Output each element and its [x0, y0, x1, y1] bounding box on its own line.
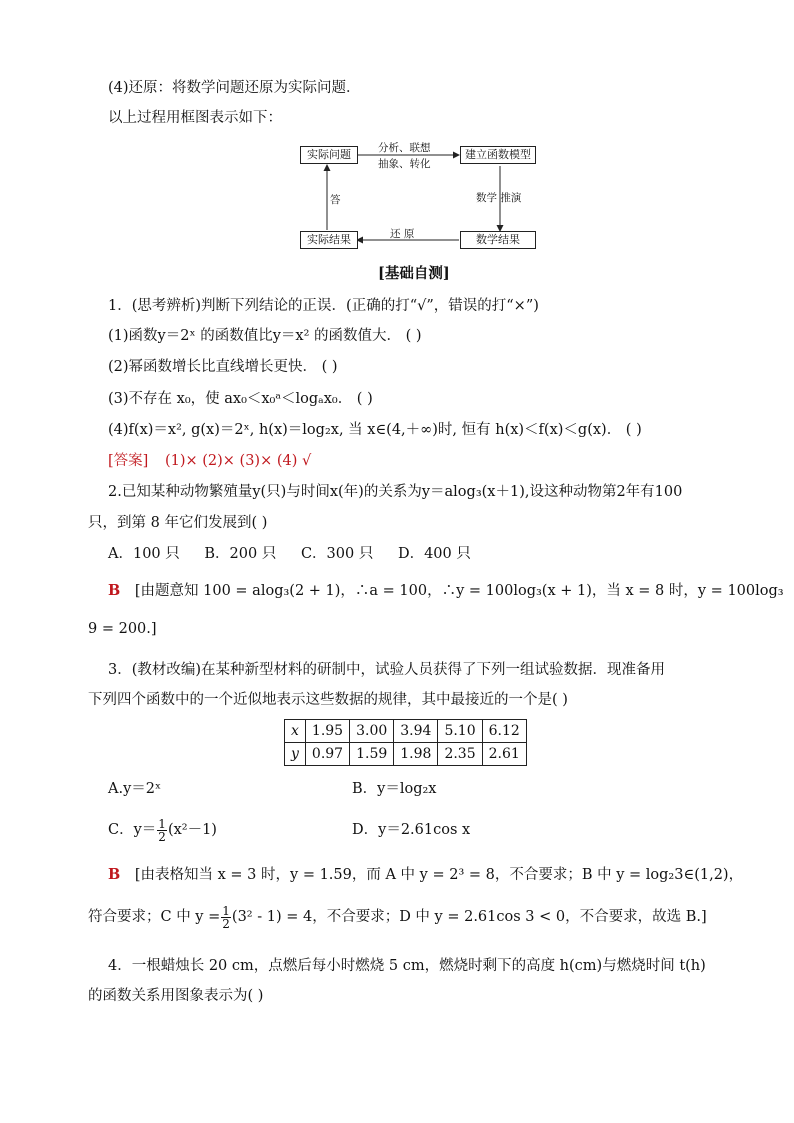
fraction-denominator: 2	[222, 916, 230, 931]
q2-stem-1: 2.已知某种动物繁殖量y(只)与时间x(年)的关系为y＝alog₃(x＋1),设这种动物第2年有100	[108, 484, 683, 500]
q1-item-4: (4)f(x)＝x², g(x)＝2ˣ, h(x)＝log₂x, 当 x∈(4,＋∞)时, 恒有 h(x)＜f(x)＜g(x)． ( )	[108, 422, 642, 438]
q3-option-a: A.y＝2ˣ	[108, 781, 162, 797]
label-deduce: 数学 推演	[476, 192, 522, 204]
q3-solution-text: [由表格知当 x = 3 时，y = 1.59，而 A 中 y = 2³ = 8，不合要求；B 中 y = log₂3∈(1,2)，	[134, 867, 744, 883]
q2-solution-2: 9 = 200.]	[88, 621, 157, 637]
table-cell: 6.12	[482, 720, 526, 743]
q3-stem-2: 下列四个函数中的一个近似地表示这些数据的规律，其中最接近的一个是( )	[88, 692, 568, 708]
q2-options	[108, 544, 471, 564]
q2-option-b: B．200 只	[204, 546, 277, 562]
q3-solution-2-pre: 符合要求；C 中 y =	[88, 909, 221, 925]
label-abstract: 抽象、转化	[378, 158, 431, 170]
table-cell: 2.61	[482, 743, 526, 766]
table-cell: x	[285, 720, 306, 743]
q2-solution-text: [由题意知 100 = alog₃(2 + 1)，∴a = 100，∴y = 100log₃(x + 1)，当 x = 8 时，y = 100log₃	[134, 583, 784, 599]
table-cell: 5.10	[438, 720, 482, 743]
q1-item-2: (2)幂函数增长比直线增长更快． ( )	[108, 359, 338, 375]
intro-line-2: 以上过程用框图表示如下：	[108, 110, 282, 126]
q2-option-d: D．400 只	[397, 546, 471, 562]
table-row	[285, 743, 527, 766]
table-row	[285, 720, 527, 743]
q3-solution-fraction	[221, 905, 231, 930]
section-title: [基础自测]	[378, 265, 450, 282]
box-actual-result: 实际结果	[300, 231, 358, 249]
q2-solution-1	[108, 581, 784, 601]
q1-answer	[108, 451, 311, 471]
q2-option-c: C．300 只	[300, 546, 374, 562]
fraction-numerator: 1	[158, 816, 166, 831]
q3-solution-1	[108, 865, 743, 885]
box-function-model: 建立函数模型	[460, 146, 536, 164]
label-restore: 还 原	[390, 228, 415, 240]
fraction-numerator: 1	[222, 903, 230, 918]
table-cell: 3.94	[394, 720, 438, 743]
q3-answer-letter: B	[108, 866, 121, 883]
table-cell: 0.97	[305, 743, 349, 766]
fraction-denominator: 2	[158, 829, 166, 844]
q3-option-c-pre: C．y＝	[108, 822, 157, 838]
table-cell: 1.95	[305, 720, 349, 743]
box-actual-problem: 实际问题	[300, 146, 358, 164]
table-cell: 2.35	[438, 743, 482, 766]
q2-option-a: A．100 只	[108, 546, 180, 562]
q1-item-1: (1)函数y＝2ˣ 的函数值比y＝x² 的函数值大． ( )	[108, 328, 422, 344]
q1-answer-label: [答案]	[108, 453, 149, 469]
table-cell: 1.98	[394, 743, 438, 766]
q4-stem-1: 4．一根蜡烛长 20 cm，点燃后每小时燃烧 5 cm，燃烧时剩下的高度 h(cm)与燃烧时间 t(h)	[108, 958, 706, 974]
label-answer: 答	[330, 194, 341, 206]
q3-data-table	[284, 719, 527, 766]
q1-item-3: (3)不存在 x₀，使 ax₀＜x₀ᵃ＜logₐx₀． ( )	[108, 391, 373, 407]
flowchart	[300, 140, 534, 252]
q1-answer-text: (1)× (2)× (3)× (4) √	[164, 453, 312, 469]
table-cell: 3.00	[350, 720, 394, 743]
q4-stem-2: 的函数关系用图象表示为( )	[88, 988, 264, 1004]
q2-stem-2: 只，到第 8 年它们发展到( )	[88, 515, 268, 531]
q2-answer-letter: B	[108, 582, 121, 599]
label-analyze: 分析、联想	[378, 142, 431, 154]
q3-solution-2-post: (3² - 1) = 4，不合要求；D 中 y = 2.61cos 3 < 0，不合要求，故选 B.]	[231, 909, 707, 925]
box-math-result: 数学结果	[460, 231, 536, 249]
q3-option-c	[108, 815, 217, 845]
q3-option-b: B．y＝log₂x	[352, 781, 437, 797]
q3-stem-1: 3．(教材改编)在某种新型材料的研制中，试验人员获得了下列一组试验数据．现准备用	[108, 662, 666, 678]
q1-stem: 1．(思考辨析)判断下列结论的正误．(正确的打“√”，错误的打“×”)	[108, 298, 539, 314]
q3-option-c-fraction	[157, 818, 167, 843]
q3-option-d: D．y＝2.61cos x	[352, 822, 471, 838]
table-cell: y	[285, 743, 306, 766]
q3-option-c-post: (x²－1)	[167, 822, 217, 838]
table-cell: 1.59	[350, 743, 394, 766]
q3-solution-2	[88, 902, 707, 932]
intro-line-1: (4)还原：将数学问题还原为实际问题．	[108, 80, 361, 96]
